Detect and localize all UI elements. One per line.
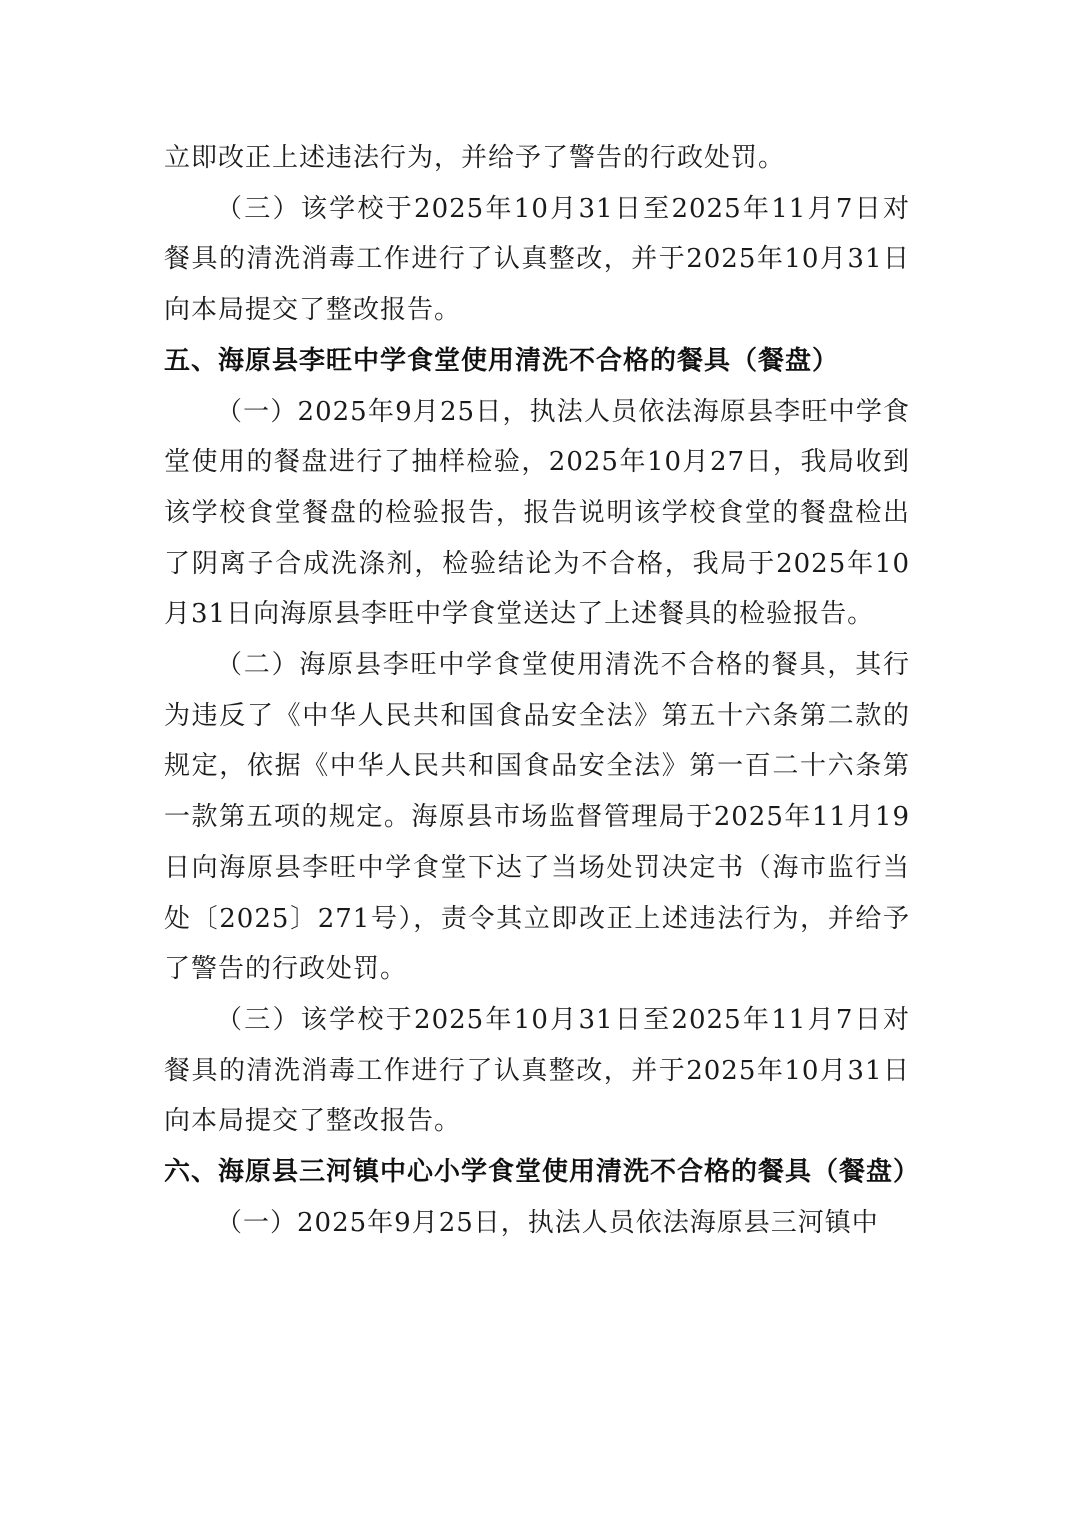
paragraph-section5-item3: （三）该学校于2025年10月31日至2025年11月7日对餐具的清洗消毒工作进行了认真整改，并于2025年10月31日向本局提交了整改报告。 — [164, 1004, 910, 1137]
paragraph-section5-item1: （一）2025年9月25日，执法人员依法海原县李旺中学食堂使用的餐盘进行了抽样检验，2025年10月27日，我局收到该学校食堂餐盘的检验报告，报告说明该学校食堂的餐盘检出了阴离子合成洗涤剂，检验结论为不合格，我局于2025年10月31日向海原县李旺中学食堂送达了上述餐具的检验报告。 — [164, 396, 910, 630]
paragraph-section5-item2: （二）海原县李旺中学食堂使用清洗不合格的餐具，其行为违反了《中华人民共和国食品安全法》第五十六条第二款的规定，依据《中华人民共和国食品安全法》第一百二十六条第一款第五项的规定。海原县市场监督管理局于2025年11月19日向海原县李旺中学食堂下达了当场处罚决定书（海市监行当处〔2025〕271号），责令其立即改正上述违法行为，并给予了警告的行政处罚。 — [164, 650, 910, 985]
paragraph-section4-item3: （三）该学校于2025年10月31日至2025年11月7日对餐具的清洗消毒工作进行了认真整改，并于2025年10月31日向本局提交了整改报告。 — [164, 193, 910, 326]
section-heading-6: 六、海原县三河镇中心小学食堂使用清洗不合格的餐具（餐盘） — [164, 1157, 921, 1188]
section-heading-5: 五、海原县李旺中学食堂使用清洗不合格的餐具（餐盘） — [164, 345, 840, 376]
paragraph-section6-item1: （一）2025年9月25日，执法人员依法海原县三河镇中 — [216, 1207, 879, 1238]
document-body — [164, 133, 921, 1248]
paragraph-continuation: 立即改正上述违法行为，并给予了警告的行政处罚。 — [164, 143, 786, 173]
